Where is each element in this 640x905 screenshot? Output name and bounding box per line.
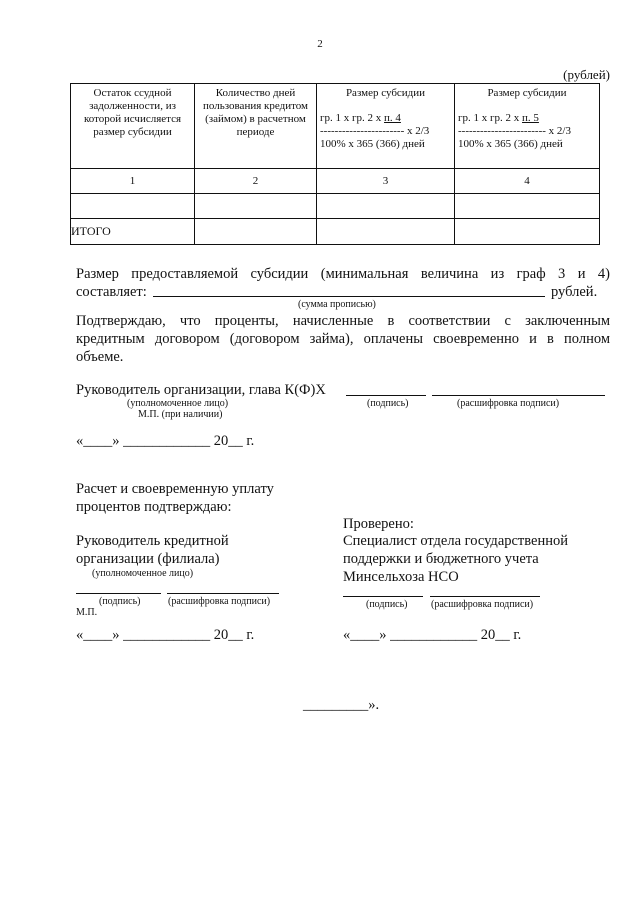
formula-col-3 (320, 112, 451, 151)
table-header-row (71, 84, 600, 169)
column-number: 2 (195, 169, 317, 194)
check-title-line2: поддержки и бюджетного учета (343, 551, 539, 567)
amount-caption: (сумма прописью) (298, 299, 376, 310)
formula-3-prefix: гр. 1 х гр. 2 х (320, 112, 385, 124)
subsidy-table (70, 83, 600, 245)
check-decoding-caption: (расшифровка подписи) (431, 599, 534, 610)
confirm-line3: объеме. (76, 349, 124, 365)
closing-mark: _________». (303, 697, 380, 713)
bank-date: «____» ____________ 20__ г. (76, 627, 255, 643)
table-cell[interactable] (195, 194, 317, 219)
head-mp-caption: М.П. (при наличии) (138, 409, 223, 420)
head-decoding-caption: (расшифровка подписи) (457, 398, 560, 409)
formula-4-dashes: ------------------------ х 2/3 (458, 125, 571, 137)
formula-4-denominator: 100% х 365 (366) дней (458, 138, 563, 150)
formula-3-dashes: ----------------------- х 2/3 (320, 125, 430, 137)
check-date: «____» ____________ 20__ г. (343, 627, 522, 643)
total-label: ИТОГО (71, 219, 195, 245)
units-label: (рублей) (563, 67, 610, 82)
page-number: 2 (317, 38, 323, 50)
subsidy-amount-line[interactable] (153, 296, 545, 297)
column-number: 1 (71, 169, 195, 194)
table-row (71, 194, 600, 219)
formula-col-4 (458, 112, 596, 151)
table-cell[interactable] (317, 194, 455, 219)
header-col-2: Количество дней пользования кредитом (займом) в расчетном периоде (195, 84, 317, 169)
confirm-line1: Подтверждаю, что проценты, начисленные в соответствии с заключенным (76, 313, 610, 329)
bank-decoding-caption: (расшифровка подписи) (168, 596, 271, 607)
check-checked: Проверено: (343, 516, 414, 532)
check-signature-line[interactable] (343, 596, 423, 597)
bank-intro-line2: процентов подтверждаю: (76, 499, 232, 515)
check-decoding-line[interactable] (430, 596, 540, 597)
check-signature-caption: (подпись) (366, 599, 408, 610)
subsidy-sentence-line1: Размер предоставляемой субсидии (минимальная величина из граф 3 и 4) (76, 266, 610, 282)
table-cell[interactable] (71, 194, 195, 219)
table-cell[interactable] (455, 219, 600, 245)
header-col-4 (455, 84, 600, 169)
bank-signature-line[interactable] (76, 593, 161, 594)
header-col-3 (317, 84, 455, 169)
head-authorized-caption: (уполномоченное лицо) (127, 398, 229, 409)
formula-3-denominator: 100% х 365 (366) дней (320, 138, 425, 150)
bank-title-line2: организации (филиала) (76, 551, 220, 567)
bank-decoding-line[interactable] (167, 593, 279, 594)
formula-4-ref: п. 5 (522, 112, 539, 124)
bank-title-line1: Руководитель кредитной (76, 533, 229, 549)
confirm-line2: кредитным договором (договором займа), оплачены своевременно и в полном (76, 331, 610, 347)
table-cell[interactable] (317, 219, 455, 245)
bank-mp-caption: М.П. (76, 607, 98, 618)
table-cell[interactable] (455, 194, 600, 219)
head-title: Руководитель организации, глава К(Ф)Х (76, 382, 326, 398)
bank-signature-caption: (подпись) (99, 596, 141, 607)
subsidy-sentence-end: рублей. (551, 284, 598, 300)
header-col-1: Остаток ссудной задолженности, из которой исчисляется размер субсидии (71, 84, 195, 169)
check-title-line3: Минсельхоза НСО (343, 569, 459, 585)
bank-authorized-caption: (уполномоченное лицо) (92, 568, 194, 579)
head-date: «____» ____________ 20__ г. (76, 433, 255, 449)
column-number: 3 (317, 169, 455, 194)
column-number: 4 (455, 169, 600, 194)
head-signature-caption: (подпись) (367, 398, 409, 409)
formula-4-prefix: гр. 1 х гр. 2 х (458, 112, 523, 124)
header-col-4-title: Размер субсидии (487, 87, 567, 99)
table-cell[interactable] (195, 219, 317, 245)
head-decoding-line[interactable] (432, 395, 605, 396)
head-signature-line[interactable] (346, 395, 426, 396)
subsidy-sentence-start: составляет: (76, 284, 147, 300)
table-column-numbers-row (71, 169, 600, 194)
table-total-row (71, 219, 600, 245)
formula-3-ref: п. 4 (384, 112, 401, 124)
bank-intro-line1: Расчет и своевременную уплату (76, 481, 274, 497)
header-col-3-title: Размер субсидии (345, 87, 426, 99)
check-title-line1: Специалист отдела государственной (343, 533, 568, 549)
